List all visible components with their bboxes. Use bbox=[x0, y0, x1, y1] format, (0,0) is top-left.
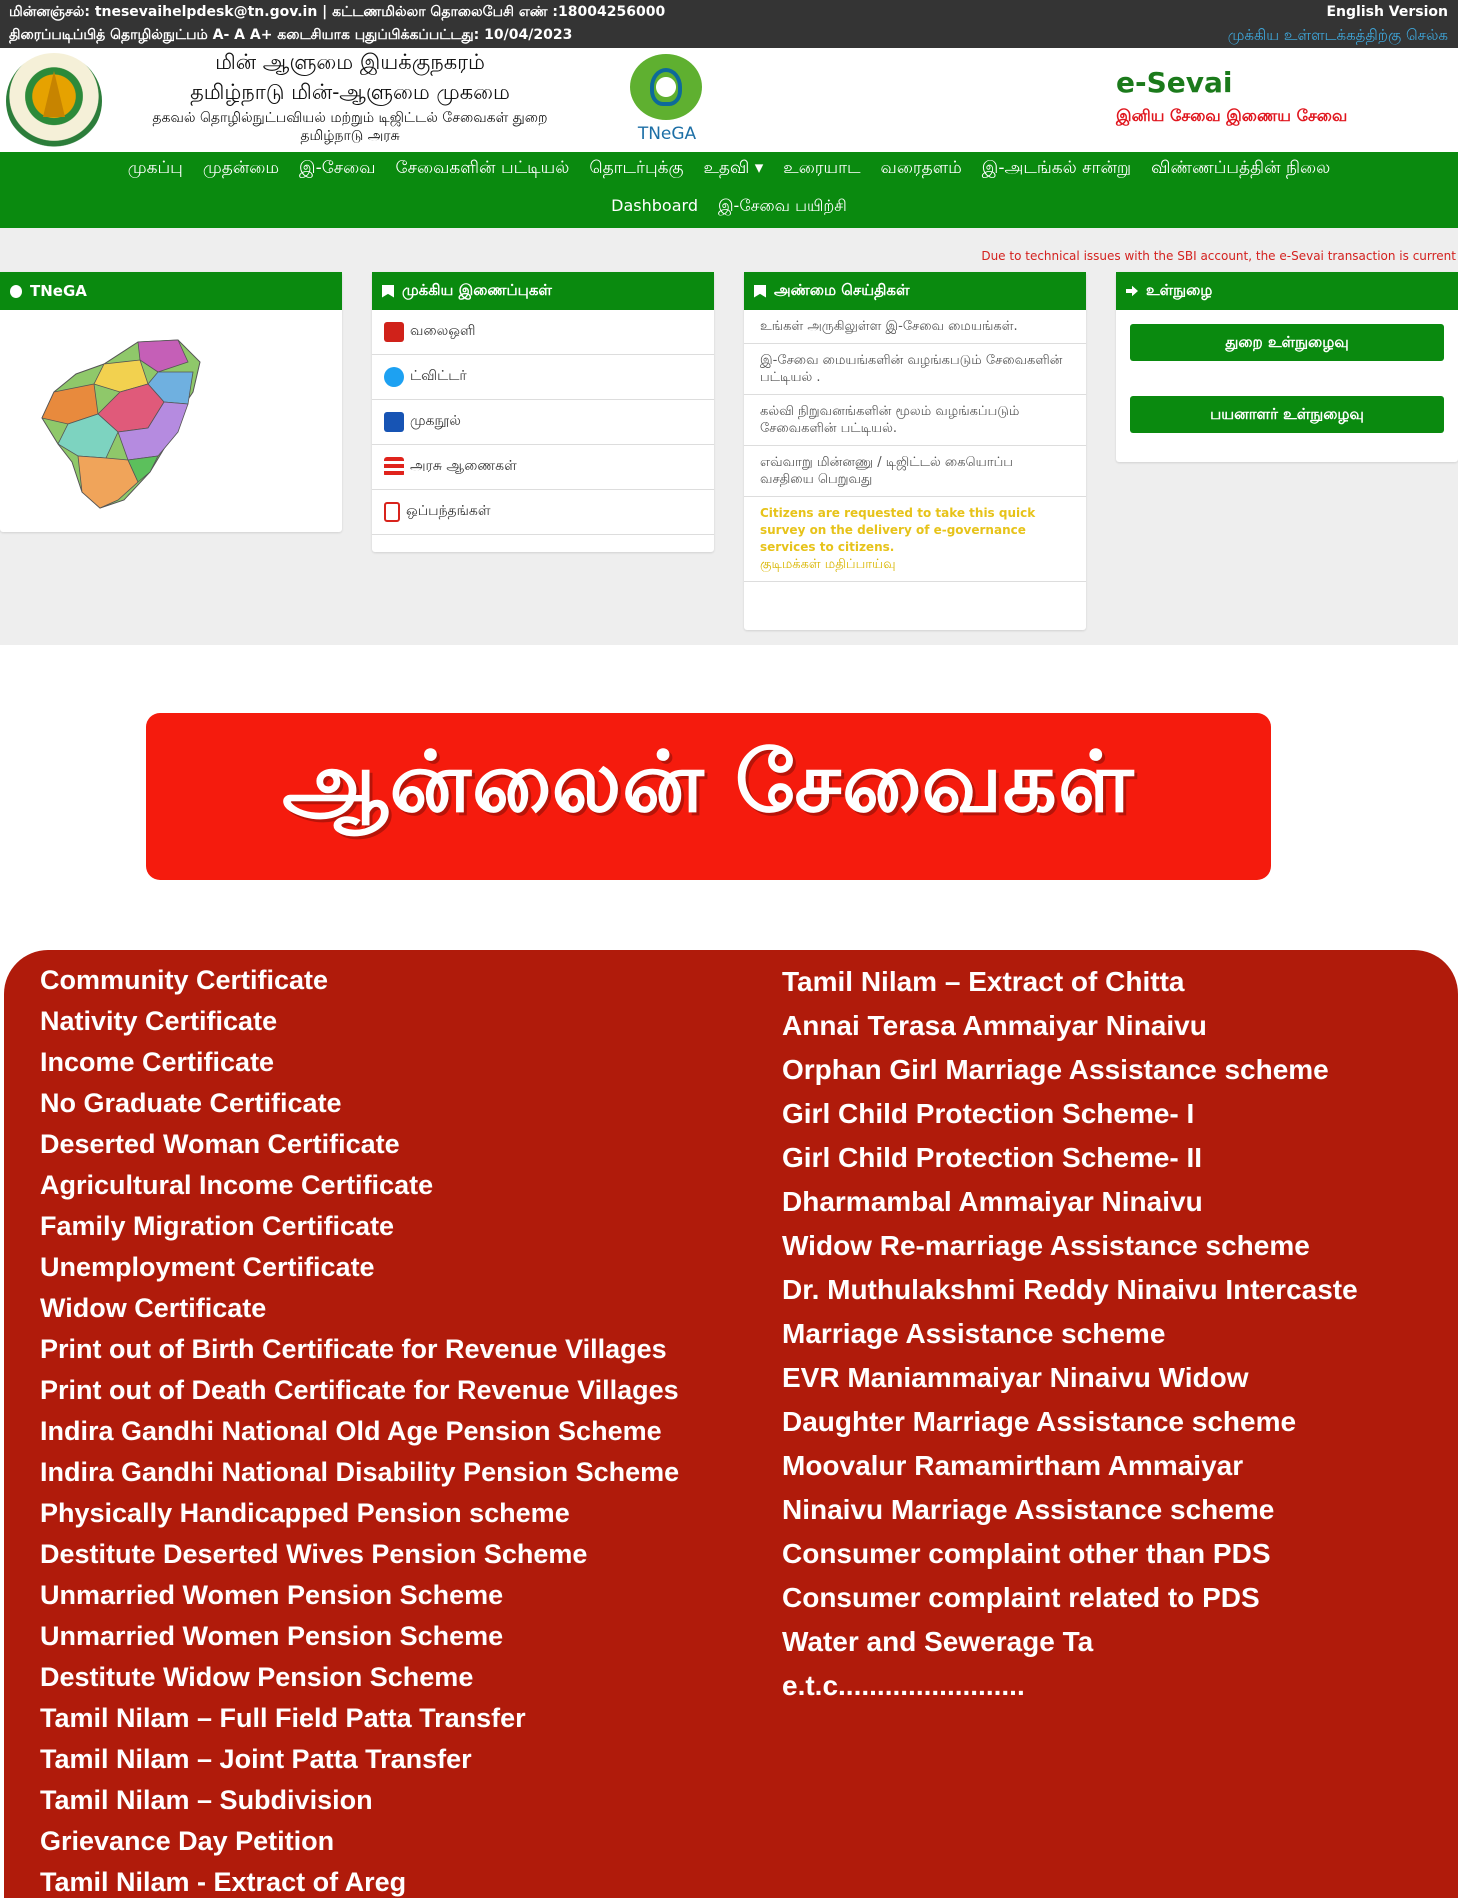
service-item: Tamil Nilam - Extract of Areg bbox=[40, 1867, 407, 1897]
login-panel-title: உள்நுழை bbox=[1146, 281, 1213, 299]
service-item: Tamil Nilam – Subdivision bbox=[40, 1785, 373, 1815]
contact-info: மின்னஞ்சல்: tnesevaihelpdesk@tn.gov.in | கட்டணமில்லா தொலைபேசி எண் :18004256000 bbox=[9, 4, 666, 20]
important-links-header bbox=[372, 272, 714, 310]
nav-item[interactable]: உதவி ▾ bbox=[703, 158, 764, 178]
login-panel bbox=[1116, 272, 1458, 462]
panels-section bbox=[0, 228, 1458, 645]
tnega-panel-title: TNeGA bbox=[30, 282, 87, 300]
user-login-button[interactable]: பயனாளர் உள்நுழைவு bbox=[1130, 396, 1444, 433]
service-item: Destitute Widow Pension Scheme bbox=[40, 1662, 474, 1692]
service-item: Girl Child Protection Scheme- II bbox=[782, 1142, 1203, 1173]
service-item: Tamil Nilam – Full Field Patta Transfer bbox=[40, 1703, 526, 1733]
document-list-icon bbox=[384, 457, 404, 477]
tnega-panel bbox=[0, 272, 342, 532]
service-item: Widow Certificate bbox=[40, 1293, 267, 1323]
news-item[interactable]: இ-சேவை மையங்களின் வழங்கபடும் சேவைகளின் பட்டியல் . bbox=[744, 344, 1086, 395]
service-item: Indira Gandhi National Old Age Pension Scheme bbox=[40, 1416, 662, 1446]
header-title-agency: தமிழ்நாடு மின்-ஆளுமை முகமை bbox=[190, 80, 510, 104]
service-item: Ninaivu Marriage Assistance scheme bbox=[782, 1494, 1275, 1525]
link-label: ட்விட்டர் bbox=[410, 368, 467, 384]
news-item[interactable]: எவ்வாறு மின்னணு / டிஜிட்டல் கையொப்ப வசதியை பெறுவது bbox=[744, 446, 1086, 497]
esevai-subtitle: இனிய சேவை இணைய சேவை bbox=[1116, 106, 1348, 125]
facebook-icon bbox=[384, 412, 404, 432]
link-government-orders[interactable] bbox=[372, 445, 714, 490]
services-list-section bbox=[4, 950, 1458, 1898]
service-item: e.t.c........................ bbox=[782, 1670, 1025, 1701]
service-item: Dharmambal Ammaiyar Ninaivu bbox=[782, 1186, 1203, 1217]
latest-news-header bbox=[744, 272, 1086, 310]
nav-item[interactable]: இ-சேவை bbox=[299, 158, 376, 178]
link-label: ஒப்பந்தங்கள் bbox=[406, 503, 491, 519]
service-item: Tamil Nilam – Joint Patta Transfer bbox=[40, 1744, 472, 1774]
news-item[interactable]: கல்வி நிறுவனங்களின் மூலம் வழங்கப்படும் சேவைகளின் பட்டியல். bbox=[744, 395, 1086, 446]
department-login-button[interactable]: துறை உள்நுழைவு bbox=[1130, 324, 1444, 361]
service-item: Moovalur Ramamirtham Ammaiyar bbox=[782, 1450, 1244, 1481]
service-item: Dr. Muthulakshmi Reddy Ninaivu Intercaste bbox=[782, 1274, 1358, 1305]
service-item: Deserted Woman Certificate bbox=[40, 1129, 400, 1159]
nav-item[interactable]: முதன்மை bbox=[202, 158, 280, 178]
login-panel-header bbox=[1116, 272, 1458, 310]
nav-item[interactable]: சேவைகளின் பட்டியல் bbox=[395, 158, 570, 178]
service-item: Family Migration Certificate bbox=[40, 1211, 395, 1241]
document-icon bbox=[384, 502, 400, 522]
sign-in-icon bbox=[1126, 285, 1138, 298]
nav-row-secondary bbox=[0, 196, 1458, 217]
service-item: Print out of Birth Certificate for Revenue Villages bbox=[40, 1334, 667, 1364]
service-item: Unemployment Certificate bbox=[40, 1252, 375, 1282]
service-item: Nativity Certificate bbox=[40, 1006, 278, 1036]
link-label: முகநூல் bbox=[410, 413, 461, 429]
service-item: Unmarried Women Pension Scheme bbox=[40, 1580, 504, 1610]
service-item: EVR Maniammaiyar Ninaivu Widow bbox=[782, 1362, 1249, 1393]
service-item: Water and Sewerage Ta bbox=[782, 1626, 1094, 1657]
service-item: Daughter Marriage Assistance scheme bbox=[782, 1406, 1297, 1437]
nav-item[interactable]: இ-அடங்கல் சான்று bbox=[981, 158, 1132, 178]
service-item: Widow Re-marriage Assistance scheme bbox=[782, 1230, 1310, 1261]
important-links-panel bbox=[372, 272, 714, 552]
service-item: No Graduate Certificate bbox=[40, 1088, 342, 1118]
main-navigation bbox=[0, 152, 1458, 228]
header-title-directorate: மின் ஆளுமை இயக்குநகரம் bbox=[215, 50, 485, 74]
service-item: Consumer complaint other than PDS bbox=[782, 1538, 1271, 1569]
service-item: Indira Gandhi National Disability Pension Scheme bbox=[40, 1457, 680, 1487]
globe-icon bbox=[10, 285, 22, 298]
skip-to-content-link[interactable]: முக்கிய உள்ளடக்கத்திற்கு செல்க bbox=[1227, 26, 1448, 44]
service-item: Tamil Nilam – Extract of Chitta bbox=[782, 966, 1185, 997]
nav-item[interactable]: விண்ணப்பத்தின் நிலை bbox=[1151, 158, 1331, 178]
service-item: Unmarried Women Pension Scheme bbox=[40, 1621, 504, 1651]
service-item: Marriage Assistance scheme bbox=[782, 1318, 1166, 1349]
latest-news-title: அண்மை செய்திகள் bbox=[774, 281, 910, 299]
service-item: Print out of Death Certificate for Revenue Villages bbox=[40, 1375, 679, 1405]
accessibility-info[interactable]: திரைப்படிப்பித் தொழில்நுட்பம் A- A A+ கடைசியாக புதுப்பிக்கப்பட்டது: 10/04/2023 bbox=[9, 27, 573, 43]
link-twitter[interactable] bbox=[372, 355, 714, 400]
tnega-logo bbox=[630, 54, 702, 120]
twitter-icon bbox=[384, 367, 404, 387]
esevai-title: e-Sevai bbox=[1116, 66, 1233, 99]
bookmark-icon bbox=[382, 285, 394, 298]
service-item: Orphan Girl Marriage Assistance scheme bbox=[782, 1054, 1329, 1085]
notice-marquee: Due to technical issues with the SBI account, the e-Sevai transaction is current bbox=[981, 249, 1456, 263]
nav-item[interactable]: இ-சேவை பயிற்சி bbox=[717, 196, 847, 215]
online-services-banner bbox=[146, 713, 1271, 880]
link-label: அரசு ஆணைகள் bbox=[410, 458, 517, 474]
service-item: Grievance Day Petition bbox=[40, 1826, 335, 1856]
banner-title: ஆன்லைன் சேவைகள் bbox=[282, 733, 1135, 831]
service-item: Community Certificate bbox=[40, 965, 329, 995]
header-title-department: தகவல் தொழில்நுட்பவியல் மற்றும் டிஜிட்டல் சேவைகள் துறை bbox=[152, 110, 548, 126]
tnega-label: TNeGA bbox=[637, 124, 697, 144]
services-column-left bbox=[40, 960, 679, 1903]
service-item: Girl Child Protection Scheme- I bbox=[782, 1098, 1195, 1129]
link-facebook[interactable] bbox=[372, 400, 714, 445]
youtube-icon bbox=[384, 322, 404, 342]
tamil-nadu-map[interactable] bbox=[28, 332, 208, 512]
nav-item[interactable]: வரைதளம் bbox=[880, 158, 962, 178]
link-label: வலைஒளி bbox=[410, 323, 476, 339]
service-item: Physically Handicapped Pension scheme bbox=[40, 1498, 570, 1528]
latest-news-panel bbox=[744, 272, 1086, 630]
service-item: Income Certificate bbox=[40, 1047, 275, 1077]
header-title-government: தமிழ்நாடு அரசு bbox=[300, 128, 400, 144]
nav-item[interactable]: உரையாட bbox=[783, 158, 861, 178]
important-links-title: முக்கிய இணைப்புகள் bbox=[402, 281, 552, 299]
news-item[interactable]: உங்கள் அருகிலுள்ள இ-சேவை மையங்கள். bbox=[744, 310, 1086, 344]
english-version-link[interactable]: English Version bbox=[1326, 4, 1448, 20]
site-header bbox=[0, 48, 1458, 152]
tnega-panel-header bbox=[0, 272, 342, 310]
nav-item[interactable]: Dashboard bbox=[611, 196, 698, 215]
service-item: Consumer complaint related to PDS bbox=[782, 1582, 1260, 1613]
survey-item bbox=[744, 497, 1086, 582]
nav-item[interactable]: தொடர்புக்கு bbox=[589, 158, 684, 178]
link-youtube[interactable] bbox=[372, 310, 714, 355]
service-item: Destitute Deserted Wives Pension Scheme bbox=[40, 1539, 588, 1569]
survey-link[interactable]: குடிமக்கள் மதிப்பாய்வு bbox=[760, 557, 896, 572]
survey-text: Citizens are requested to take this quick survey on the delivery of e-governance services to citizens. bbox=[760, 506, 1036, 554]
nav-row-primary bbox=[0, 158, 1458, 180]
nav-item[interactable]: முகப்பு bbox=[127, 158, 183, 178]
link-tenders[interactable] bbox=[372, 490, 714, 535]
bookmark-icon bbox=[754, 285, 766, 298]
services-column-right bbox=[782, 960, 1358, 1708]
service-item: Annai Terasa Ammaiyar Ninaivu bbox=[782, 1010, 1207, 1041]
top-info-bar bbox=[0, 0, 1458, 48]
service-item: Agricultural Income Certificate bbox=[40, 1170, 434, 1200]
